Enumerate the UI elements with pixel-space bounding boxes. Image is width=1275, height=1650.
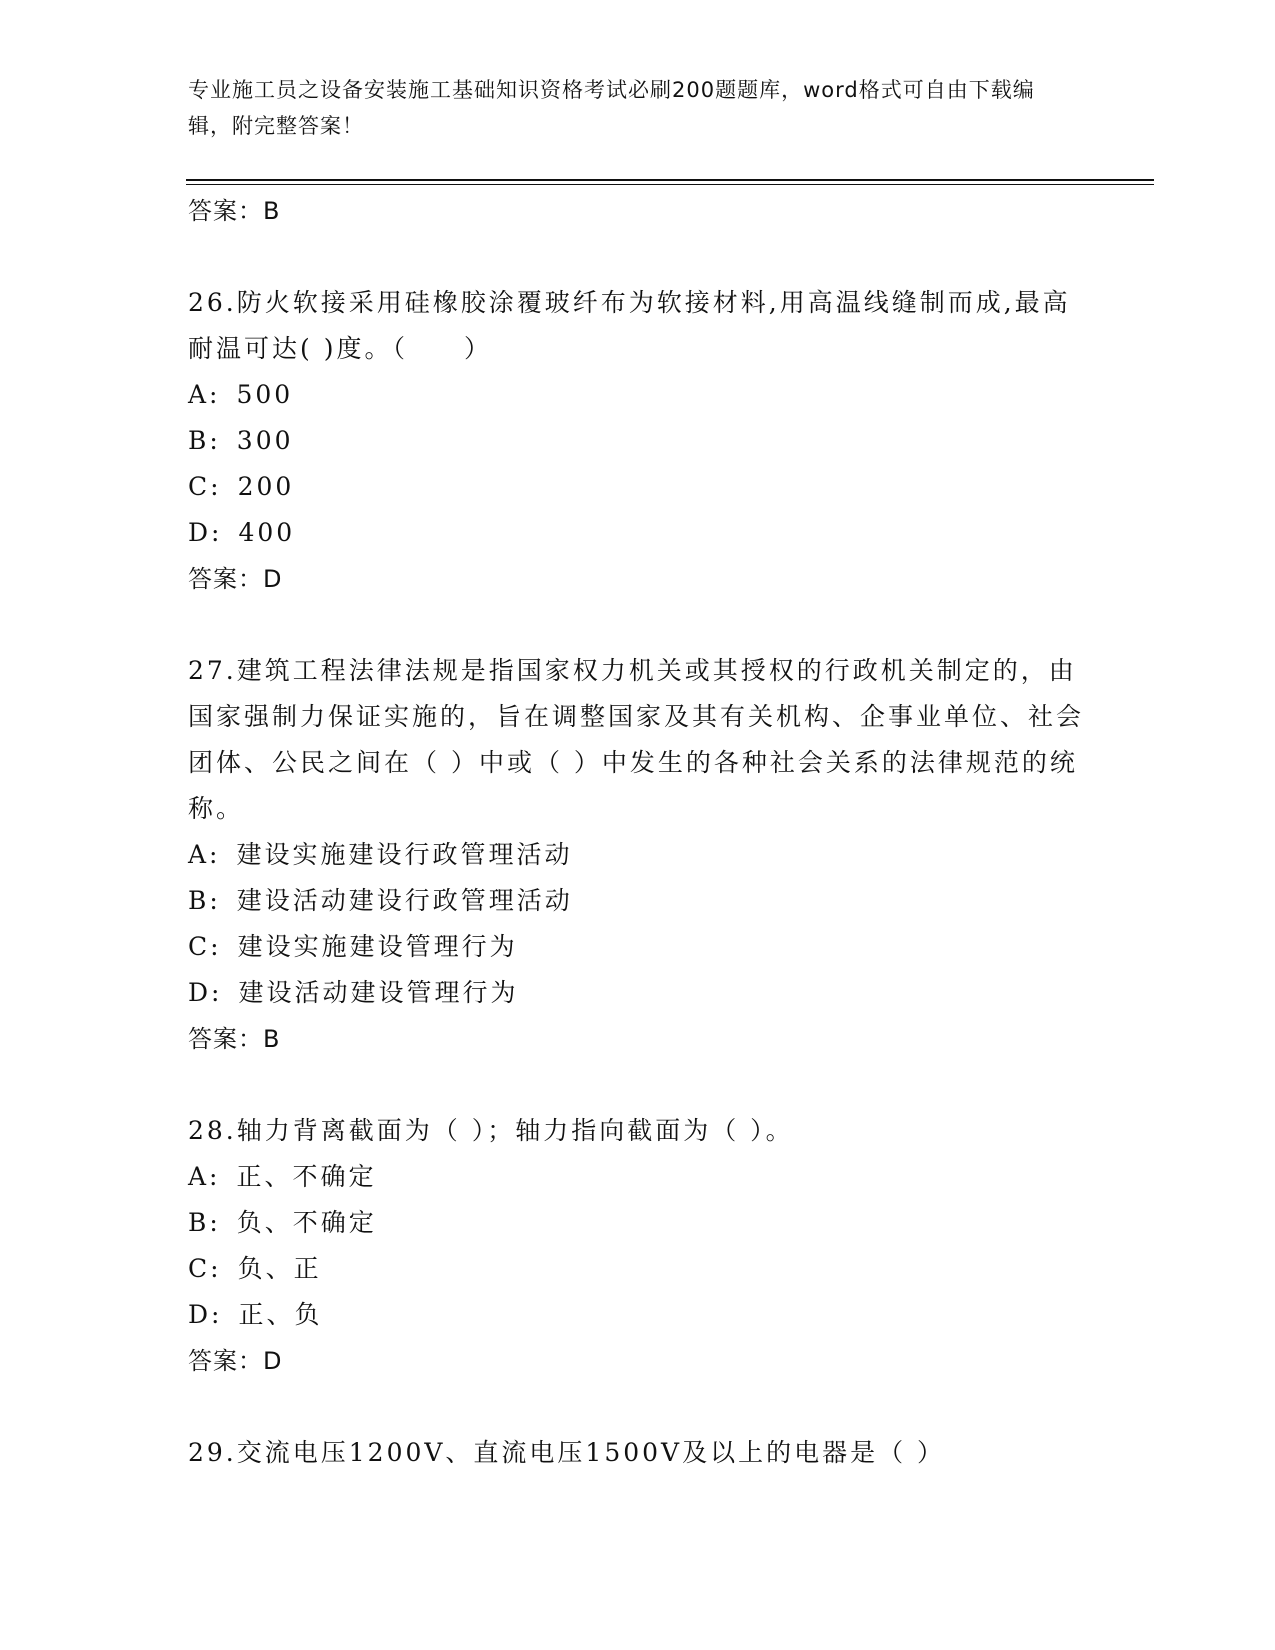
option-key: B: (188, 886, 221, 915)
question-27 (188, 648, 1088, 1062)
option-text: 200 (237, 472, 295, 501)
option-key: A: (188, 380, 221, 409)
option-key: D: (188, 978, 223, 1007)
option-text: 建设活动建设管理行为 (238, 978, 519, 1007)
option-text: 500 (236, 380, 294, 409)
option-key: C: (188, 932, 222, 961)
option-text: 正、不确定 (236, 1162, 377, 1191)
option-d (188, 510, 1088, 556)
option-key: D: (188, 518, 223, 547)
header-divider-thick (186, 179, 1154, 181)
question-list (188, 188, 1088, 1476)
question-26 (188, 280, 1088, 602)
option-b (188, 1200, 1088, 1246)
option-key: C: (188, 1254, 222, 1283)
option-a (188, 372, 1088, 418)
answer-line: 答案：B (188, 1025, 281, 1053)
header-divider-thin (186, 184, 1154, 185)
option-text: 负、正 (237, 1254, 322, 1283)
option-d (188, 970, 1088, 1016)
answer-line: 答案：B (188, 197, 281, 225)
question-text: 29.交流电压1200V、直流电压1500V及以上的电器是（ ） (188, 1438, 946, 1467)
option-text: 400 (238, 518, 296, 547)
question-text: 27.建筑工程法律法规是指国家权力机关或其授权的行政机关制定的，由国家强制力保证实施的，旨在调整国家及其有关机构、企事业单位、社会团体、公民之间在（ ）中或（ ）中发生的各种社会关系的法律规范的统称。 (188, 656, 1085, 823)
option-key: A: (188, 840, 221, 869)
question-text: 28.轴力背离截面为（ ）；轴力指向截面为（ ）。 (188, 1116, 794, 1145)
option-text: 负、不确定 (236, 1208, 377, 1237)
option-a (188, 832, 1088, 878)
option-text: 300 (236, 426, 294, 455)
option-text: 建设活动建设行政管理活动 (236, 886, 573, 915)
option-key: B: (188, 426, 221, 455)
option-key: D: (188, 1300, 223, 1329)
option-c (188, 464, 1088, 510)
option-b (188, 418, 1088, 464)
option-c (188, 924, 1088, 970)
answer-line: 答案：D (188, 1347, 283, 1375)
question-text: 26.防火软接采用硅橡胶涂覆玻纤布为软接材料,用高温线缝制而成,最高耐温可达( )度。（ ） (188, 288, 1071, 363)
option-key: B: (188, 1208, 221, 1237)
option-text: 正、负 (238, 1300, 323, 1329)
option-key: C: (188, 472, 222, 501)
question-29 (188, 1430, 1088, 1476)
option-c (188, 1246, 1088, 1292)
page-header: 专业施工员之设备安装施工基础知识资格考试必刷200题题库，word格式可自由下载编辑，附完整答案！ (188, 78, 1035, 138)
option-text: 建设实施建设行政管理活动 (236, 840, 573, 869)
option-b (188, 878, 1088, 924)
option-d (188, 1292, 1088, 1338)
option-text: 建设实施建设管理行为 (237, 932, 518, 961)
option-key: A: (188, 1162, 221, 1191)
option-a (188, 1154, 1088, 1200)
question-28 (188, 1108, 1088, 1384)
answer-line: 答案：D (188, 565, 283, 593)
